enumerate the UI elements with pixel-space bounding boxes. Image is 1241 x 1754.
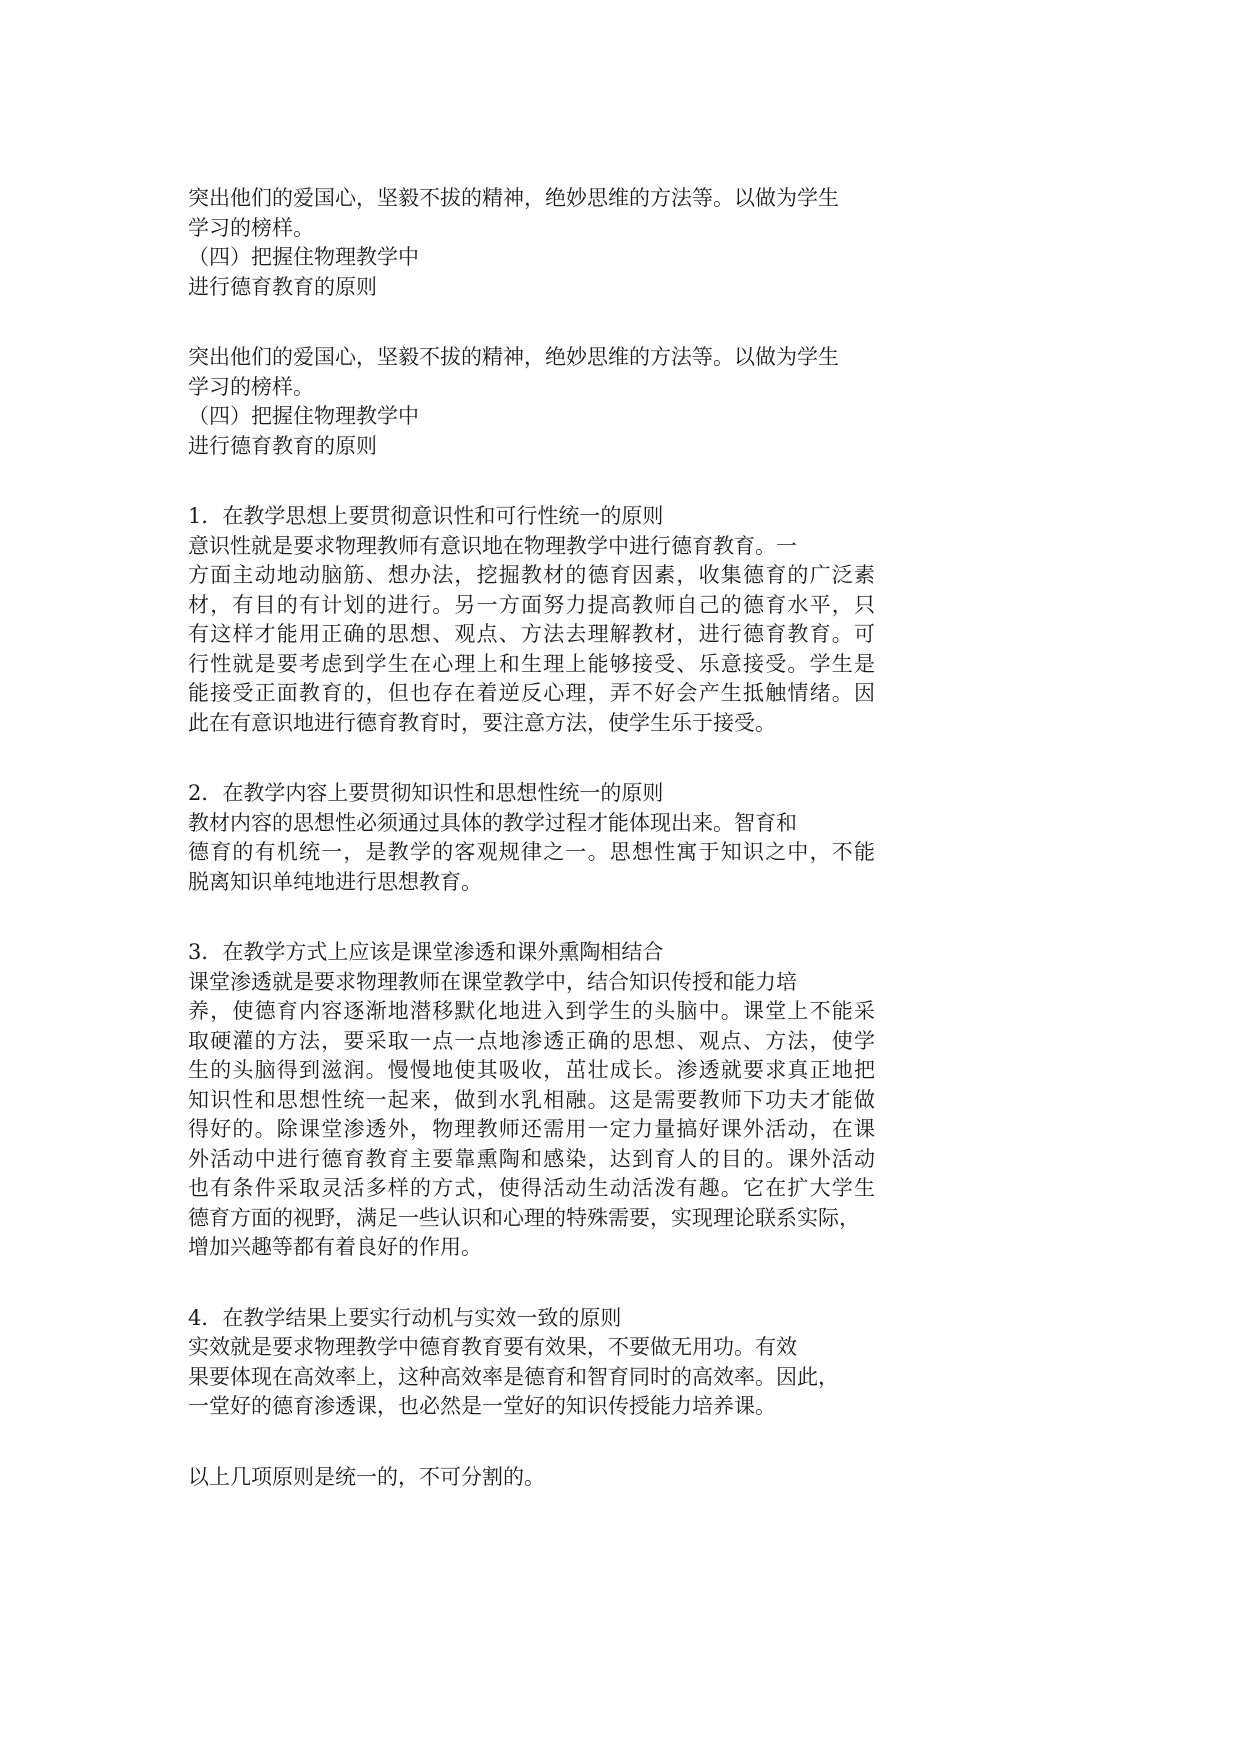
blank-line: [188, 1263, 888, 1304]
text-line: 行性就是要考虑到学生在心理上和生理上能够接受、乐意接受。学生是: [188, 651, 877, 676]
text-line: 德育的有机统一，是教学的客观规律之一。思想性寓于知识之中，不能: [188, 840, 877, 864]
text-line: 材，有目的有计划的进行。另一方面努力提高教师自己的德育水平，只: [188, 592, 877, 617]
text-line: 养，使德育内容逐渐地潜移默化地进入到学生的头脑中。课堂上不能采: [188, 999, 877, 1023]
text-line: 一堂好的德育渗透课，也必然是一堂好的知识传授能力培养课。: [188, 1394, 776, 1418]
blank-line: [188, 302, 888, 343]
section-heading-line: （四）把握住物理教学中: [188, 404, 419, 428]
text-line: 此在有意识地进行德育教育时，要注意方法，使学生乐于接受。: [188, 710, 776, 735]
text-line: 脱离知识单纯地进行思想教育。: [188, 869, 482, 894]
text-line: 外活动中进行德育教育主要靠熏陶和感染，达到育人的目的。课外活动: [188, 1146, 877, 1171]
conclusion-line: 以上几项原则是统一的，不可分割的。: [188, 1464, 545, 1489]
principle-heading-4: 4．在教学结果上要实行动机与实效一致的原则: [188, 1305, 622, 1330]
text-line: 实效就是要求物理教学中德育教育要有效果，不要做无用功。有效: [188, 1335, 797, 1359]
document-body: [188, 184, 888, 1492]
blank-line: [188, 897, 888, 938]
blank-line: [188, 738, 888, 779]
text-line: 得好的。除课堂渗透外，物理教师还需用一定力量搞好课外活动，在课: [188, 1117, 877, 1141]
text-line: 方面主动地动脑筋、想办法，挖掘教材的德育因素，收集德育的广泛素: [188, 563, 877, 587]
principle-heading-2: 2．在教学内容上要贯彻知识性和思想性统一的原则: [188, 781, 664, 805]
section-heading-line: 进行德育教育的原则: [188, 433, 377, 458]
text-line: 也有条件采取灵活多样的方式，使得活动生动活泼有趣。它在扩大学生: [188, 1176, 877, 1200]
text-line: 学习的榜样。: [188, 215, 314, 240]
text-line: 能接受正面教育的，但也存在着逆反心理，弄不好会产生抵触情绪。因: [188, 681, 877, 705]
blank-line: [188, 1422, 888, 1463]
text-line: 增加兴趣等都有着良好的作用。: [188, 1235, 482, 1259]
section-heading-line: 进行德育教育的原则: [188, 274, 377, 299]
text-line: 意识性就是要求物理教师有意识地在物理教学中进行德育教育。一: [188, 533, 797, 558]
text-line: 学习的榜样。: [188, 374, 314, 399]
text-line: 德育方面的视野，满足一些认识和心理的特殊需要，实现理论联系实际，: [188, 1205, 860, 1230]
section-heading-line: （四）把握住物理教学中: [188, 245, 419, 269]
text-line: 教材内容的思想性必须通过具体的教学过程才能体现出来。智育和: [188, 810, 797, 835]
text-line: 突出他们的爱国心，坚毅不拔的精神，绝妙思维的方法等。以做为学生: [188, 186, 839, 210]
text-line: 取硬灌的方法，要采取一点一点地渗透正确的思想、观点、方法，使学: [188, 1028, 877, 1053]
text-line: 有这样才能用正确的思想、观点、方法去理解教材，进行德育教育。可: [188, 622, 877, 646]
text-line: 生的头脑得到滋润。慢慢地使其吸收，茁壮成长。渗透就要求真正地把: [188, 1058, 877, 1082]
text-line: 果要体现在高效率上，这种高效率是德育和智育同时的高效率。因此，: [188, 1364, 839, 1389]
text-line: 突出他们的爱国心，坚毅不拔的精神，绝妙思维的方法等。以做为学生: [188, 345, 839, 369]
principle-heading-3: 3．在教学方式上应该是课堂渗透和课外熏陶相结合: [188, 940, 664, 964]
text-line: 知识性和思想性统一起来，做到水乳相融。这是需要教师下功夫才能做: [188, 1087, 877, 1112]
principle-heading-1: 1．在教学思想上要贯彻意识性和可行性统一的原则: [188, 504, 664, 528]
text-line: 课堂渗透就是要求物理教师在课堂教学中，结合知识传授和能力培: [188, 969, 797, 994]
blank-line: [188, 461, 888, 502]
